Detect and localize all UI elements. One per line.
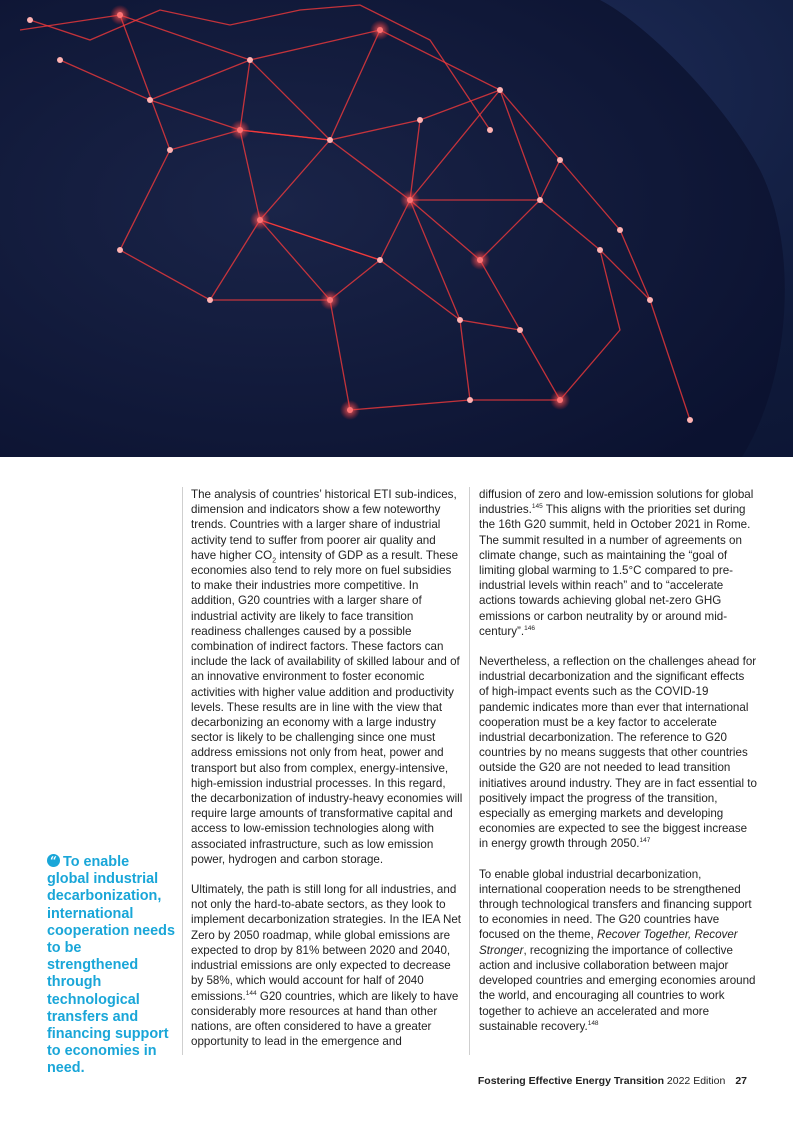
pull-quote-text: To enable global industrial decarbonization, international cooperation needs to be strengthened through technological transfers and financing support to economies in need.	[47, 854, 175, 1077]
footer-edition: 2022 Edition	[664, 1075, 726, 1087]
footnote-ref[interactable]: 148	[587, 1019, 599, 1027]
pull-quote	[47, 854, 175, 1078]
page-number: 27	[735, 1075, 747, 1087]
hero-image	[0, 0, 793, 457]
footnote-ref[interactable]: 146	[524, 624, 535, 632]
quote-icon: “	[47, 854, 60, 867]
page-footer	[478, 1075, 747, 1087]
globe-shape	[0, 0, 785, 457]
paragraph: To enable global industrial decarbonization, international cooperation needs to be strengthened through technological transfers and financing support to economies in need. The G20 countries have focused on the theme, Recover Together, Recover Stronger, recognizing the importance of collective action and inclusive collaboration between major developed countries and emerging economies around the world, and encouraging all countries to work together to achieve an accelerated and more sustainable recovery.$^{148}$	[479, 867, 756, 1033]
paragraph: diffusion of zero and low-emission solutions for global industries.$^{145}$ This aligns with the priorities set during the 16th G20 summit, held in October 2021 in Rome. The summit resulted in a number of agreements on climate change, such as maintaining the “goal of limiting global warming to 1.5°C compared to pre-industrial levels within reach” and to “accelerate actions towards achieving global net-zero GHG emissions or carbon neutrality by or around mid-century”.$^{146}$	[479, 488, 754, 638]
left-text-column	[182, 487, 463, 1055]
footnote-ref[interactable]: 144	[245, 989, 257, 997]
paragraph: Ultimately, the path is still long for all industries, and not only the hard-to-abate sectors, as they look to implement decarbonization strategies. In the IEA Net Zero by 2050 roadmap, while global emissions are expected to drop by 81% between 2020 and 2040, industrial emissions are only expected to decrease by 58%, which would account for half of 2040 emissions.$^{144}$ G20 countries, which are likely to have considerably more resources at hand than other nations, are often considered to have a greater opportunity to lead in the emergence and	[191, 883, 462, 1049]
network-map-illustration	[0, 0, 793, 457]
right-text-column	[469, 487, 757, 1055]
footer-title: Fostering Effective Energy Transition	[477, 1075, 664, 1087]
paragraph: Nevertheless, a reflection on the challenges ahead for industrial decarbonization and the significant effects of high-impact events such as the COVID-19 pandemic indicates more than ever that international cooperation must be a key factor to accelerate industrial decarbonization. The reference to G20 countries by no means suggests that other countries outside the G20 are not needed to lead transition initiatives around industry. They are in fact essential to positively impact the progress of the transition, especially as emerging markets and developing economies are expected to see the biggest increase in energy growth through 2050.$^{147}$	[479, 655, 757, 851]
footnote-ref[interactable]: 145	[531, 503, 543, 511]
footnote-ref[interactable]: 147	[639, 837, 651, 845]
paragraph: The analysis of countries’ historical ETI sub-indices, dimension and indicators show a few noteworthy trends. Countries with a larger share of industrial activity tend to suffer from poorer air quality and have higher $CO_2$ intensity of GDP as a result. These economies also tend to rely more on fuel subsidies to make their industries more competitive. In addition, G20 countries with a larger share of industrial activity are likely to face transition readiness challenges caused by a possible combination of indirect factors. These factors can include the lack of availability of skilled labour and of an innovative environment to foster economic activities with higher value addition and productivity levels. These results are in line with the view that decarbonizing an economy with a large industry sector is likely to be challenging since one must address emissions not only from heat, power and transport but also from complex, energy-intensive, high-emission industrial processes. In this regard, the decarbonization of industry-heavy economies will require large amounts of transformative capital and access to low-emission technologies along with associated infrastructure, such as low emission power, hydrogen and carbon storage.	[191, 488, 463, 866]
